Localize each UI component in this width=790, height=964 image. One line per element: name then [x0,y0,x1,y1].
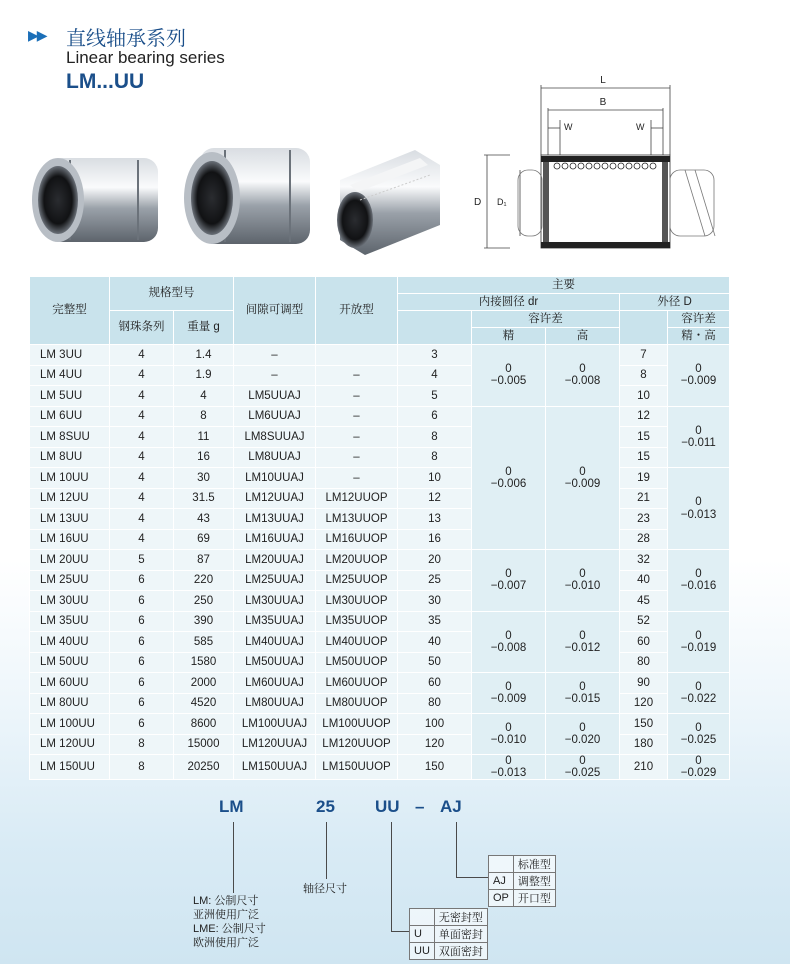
cell-dr-precision-tolerance: 0 −0.010 [472,714,546,755]
table-row [30,611,730,632]
cell-open-model: LM12UUOP [316,488,398,509]
cell-adjustable-model: LM10UUAJ [234,468,316,489]
cell-outer-diameter: 8 [620,365,668,386]
table-row [30,365,730,386]
seal-label: 单面密封 [434,926,487,943]
cell-ball-rows: 6 [110,632,174,653]
cell-weight: 4 [174,386,234,407]
cell-full-model: LM 120UU [30,734,110,755]
cell-outer-diameter: 40 [620,570,668,591]
header-spec: 规格型号 [110,277,234,311]
lm-desc-line-3: LME: 公制尺寸 [193,923,266,935]
cell-full-model: LM 16UU [30,529,110,550]
table-row [30,468,730,489]
cell-adjustable-model: – [234,345,316,366]
cell-open-model: LM30UUOP [316,591,398,612]
header-precision: 精 [472,328,546,345]
cell-full-model: LM 50UU [30,652,110,673]
header-dr: 内接圆径 dr [398,294,620,311]
table-row [30,570,730,591]
table-row [30,488,730,509]
lm-desc-line-4: 欧洲使用广泛 [193,937,259,949]
table-row [30,509,730,530]
table-row [30,734,730,755]
cell-full-model: LM 12UU [30,488,110,509]
code-uu: UU [375,797,400,816]
cell-dr-precision-tolerance: 0 −0.008 [472,611,546,673]
cell-ball-rows: 6 [110,611,174,632]
cell-dr: 3 [398,345,472,366]
cell-outer-diameter: 80 [620,652,668,673]
cell-D-tolerance: 0 −0.011 [668,406,730,468]
cell-dr-high-tolerance: 0 −0.020 [546,714,620,755]
table-row [30,693,730,714]
cell-full-model: LM 3UU [30,345,110,366]
cell-D-tolerance: 0 −0.022 [668,673,730,714]
cell-weight: 15000 [174,734,234,755]
cell-outer-diameter: 60 [620,632,668,653]
header-weight: 重量 g [174,311,234,345]
cell-outer-diameter: 10 [620,386,668,407]
type-code: AJ [489,873,514,890]
header-open: 开放型 [316,277,398,345]
cell-dr-high-tolerance: 0 −0.010 [546,550,620,612]
cell-open-model: – [316,447,398,468]
cell-dr-precision-tolerance: 0 −0.006 [472,406,546,550]
cell-weight: 11 [174,427,234,448]
cell-outer-diameter: 15 [620,427,668,448]
cell-open-model: LM50UUOP [316,652,398,673]
cell-adjustable-model: LM6UUAJ [234,406,316,427]
bearing-photo-open [337,150,440,255]
seal-label: 无密封型 [434,909,487,926]
type-code: OP [489,890,514,907]
type-label: 开口型 [513,890,555,907]
cell-adjustable-model: LM25UUAJ [234,570,316,591]
cell-outer-diameter: 15 [620,447,668,468]
cell-outer-diameter: 28 [620,529,668,550]
cell-ball-rows: 4 [110,488,174,509]
connector-lm [233,822,234,893]
cell-D-tolerance: 0 −0.019 [668,611,730,673]
cell-dr: 5 [398,386,472,407]
cell-adjustable-model: LM50UUAJ [234,652,316,673]
cell-weight: 87 [174,550,234,571]
cell-outer-diameter: 45 [620,591,668,612]
cell-full-model: LM 150UU [30,755,110,780]
cell-adjustable-model: LM12UUAJ [234,488,316,509]
header-precision-high: 精・高 [668,328,730,345]
cell-dr: 13 [398,509,472,530]
cell-outer-diameter: 210 [620,755,668,780]
cell-ball-rows: 8 [110,755,174,780]
cell-outer-diameter: 180 [620,734,668,755]
seal-label: 双面密封 [434,943,487,960]
cell-dr-high-tolerance: 0 −0.012 [546,611,620,673]
cell-weight: 1.4 [174,345,234,366]
cell-adjustable-model: LM8SUUAJ [234,427,316,448]
seal-code-table [409,908,488,960]
table-row [30,345,730,366]
cell-full-model: LM 20UU [30,550,110,571]
cell-outer-diameter: 32 [620,550,668,571]
cell-weight: 8600 [174,714,234,735]
table-row [30,529,730,550]
cell-dr: 100 [398,714,472,735]
cell-dr-precision-tolerance: 0 −0.007 [472,550,546,612]
cell-open-model: LM40UUOP [316,632,398,653]
cell-ball-rows: 6 [110,652,174,673]
cell-full-model: LM 5UU [30,386,110,407]
header-balls: 钢珠条列 [110,311,174,345]
cell-outer-diameter: 19 [620,468,668,489]
cell-open-model: LM35UUOP [316,611,398,632]
cell-full-model: LM 35UU [30,611,110,632]
label-D: D [474,197,482,208]
cell-weight: 1.9 [174,365,234,386]
cell-weight: 69 [174,529,234,550]
cell-full-model: LM 80UU [30,693,110,714]
cell-outer-diameter: 150 [620,714,668,735]
cell-dr: 4 [398,365,472,386]
cell-weight: 43 [174,509,234,530]
cell-dr-high-tolerance: 0 −0.008 [546,345,620,407]
header-adjustable: 间隙可调型 [234,277,316,345]
code-size: 25 [316,797,335,816]
connector-aj [456,822,457,878]
spec-table-body [30,345,730,780]
code-dash: – [415,797,425,816]
cell-adjustable-model: LM16UUAJ [234,529,316,550]
cell-dr: 30 [398,591,472,612]
table-row [30,447,730,468]
cell-ball-rows: 6 [110,693,174,714]
cell-dr-high-tolerance: 0 −0.025 [546,755,620,780]
table-row [30,591,730,612]
title-chinese: 直线轴承系列 [66,26,186,50]
cell-adjustable-model: LM60UUAJ [234,673,316,694]
cell-dr: 20 [398,550,472,571]
cell-open-model: LM25UUOP [316,570,398,591]
header-D-blank [620,311,668,345]
cell-dr-precision-tolerance: 0 −0.013 [472,755,546,780]
label-D1: D₁ [497,197,507,207]
cell-dr: 6 [398,406,472,427]
size-description: 轴径尺寸 [303,883,347,895]
cell-ball-rows: 4 [110,468,174,489]
label-W-right: W [636,122,645,132]
cell-outer-diameter: 12 [620,406,668,427]
dimension-diagram [470,70,770,260]
lm-desc-line-2: 亚洲使用广泛 [193,909,259,921]
type-label: 调整型 [513,873,555,890]
cell-adjustable-model: LM100UUAJ [234,714,316,735]
table-row [30,755,730,780]
cell-weight: 220 [174,570,234,591]
cell-dr: 10 [398,468,472,489]
cell-ball-rows: 5 [110,550,174,571]
cell-full-model: LM 10UU [30,468,110,489]
cell-outer-diameter: 120 [620,693,668,714]
cell-ball-rows: 4 [110,386,174,407]
type-label: 标准型 [513,856,555,873]
cell-dr: 35 [398,611,472,632]
cell-weight: 30 [174,468,234,489]
lm-desc-line-1: LM: 公制尺寸 [193,895,259,907]
cell-full-model: LM 30UU [30,591,110,612]
cell-full-model: LM 13UU [30,509,110,530]
bearing-photo-closed [32,158,158,242]
seal-code [410,909,435,926]
cell-dr: 80 [398,693,472,714]
table-row [30,406,730,427]
seal-code: UU [410,943,435,960]
cell-ball-rows: 6 [110,591,174,612]
cell-open-model: LM100UUOP [316,714,398,735]
cell-adjustable-model: LM80UUAJ [234,693,316,714]
table-row [30,386,730,407]
cell-open-model: – [316,386,398,407]
cell-ball-rows: 4 [110,509,174,530]
cell-open-model [316,345,398,366]
cell-full-model: LM 100UU [30,714,110,735]
cell-dr-precision-tolerance: 0 −0.005 [472,345,546,407]
bearing-photo-adjustable [184,148,310,244]
cell-dr-precision-tolerance: 0 −0.009 [472,673,546,714]
table-row [30,632,730,653]
label-W-left: W [564,122,573,132]
table-row [30,427,730,448]
header-high: 高 [546,328,620,345]
header-D-tolerance: 容许差 [668,311,730,328]
cell-adjustable-model: LM30UUAJ [234,591,316,612]
cell-dr: 60 [398,673,472,694]
cell-dr: 12 [398,488,472,509]
cell-outer-diameter: 7 [620,345,668,366]
cell-open-model: LM120UUOP [316,734,398,755]
connector-uu [391,822,392,932]
cell-ball-rows: 4 [110,365,174,386]
cell-D-tolerance: 0 −0.013 [668,468,730,550]
cell-ball-rows: 4 [110,406,174,427]
cell-weight: 16 [174,447,234,468]
code-lm: LM [219,797,244,816]
cell-open-model: – [316,365,398,386]
cell-D-tolerance: 0 −0.009 [668,345,730,407]
cell-dr: 8 [398,427,472,448]
cell-open-model: – [316,468,398,489]
cell-weight: 4520 [174,693,234,714]
cell-dr-high-tolerance: 0 −0.009 [546,406,620,550]
spec-table [29,276,730,780]
cell-adjustable-model: – [234,365,316,386]
series-name: LM...UU [66,70,145,93]
cell-dr: 25 [398,570,472,591]
cell-ball-rows: 6 [110,714,174,735]
cell-ball-rows: 8 [110,734,174,755]
table-row [30,673,730,694]
cell-outer-diameter: 52 [620,611,668,632]
type-code [489,856,514,873]
title-english: Linear bearing series [66,48,225,67]
cell-open-model: LM60UUOP [316,673,398,694]
cell-ball-rows: 6 [110,570,174,591]
cell-outer-diameter: 23 [620,509,668,530]
cell-dr: 8 [398,447,472,468]
header-main: 主要 [398,277,730,294]
cell-full-model: LM 40UU [30,632,110,653]
header-dr-blank [398,311,472,345]
cell-open-model: LM13UUOP [316,509,398,530]
cell-weight: 585 [174,632,234,653]
cell-outer-diameter: 21 [620,488,668,509]
cell-ball-rows: 4 [110,345,174,366]
table-row [30,550,730,571]
cell-adjustable-model: LM35UUAJ [234,611,316,632]
header-D: 外径 D [620,294,730,311]
cell-open-model: LM150UUOP [316,755,398,780]
cell-D-tolerance: 0 −0.029 [668,755,730,780]
cell-full-model: LM 25UU [30,570,110,591]
cell-dr: 16 [398,529,472,550]
cell-ball-rows: 4 [110,529,174,550]
cell-adjustable-model: LM150UUAJ [234,755,316,780]
cell-open-model: LM80UUOP [316,693,398,714]
connector-size [326,822,327,879]
cell-full-model: LM 8SUU [30,427,110,448]
cell-dr: 150 [398,755,472,780]
cell-dr: 40 [398,632,472,653]
cell-open-model: – [316,427,398,448]
cell-full-model: LM 6UU [30,406,110,427]
cell-ball-rows: 6 [110,673,174,694]
cell-weight: 2000 [174,673,234,694]
cell-weight: 31.5 [174,488,234,509]
type-code-table [488,855,556,907]
product-photos [20,130,460,260]
connector-aj-h [456,877,488,878]
cell-adjustable-model: LM5UUAJ [234,386,316,407]
code-aj: AJ [440,797,462,816]
label-B: B [599,97,607,108]
cell-weight: 390 [174,611,234,632]
cell-adjustable-model: LM13UUAJ [234,509,316,530]
seal-code: U [410,926,435,943]
table-row [30,652,730,673]
cell-full-model: LM 60UU [30,673,110,694]
cell-full-model: LM 4UU [30,365,110,386]
cell-weight: 1580 [174,652,234,673]
cell-adjustable-model: LM8UUAJ [234,447,316,468]
cell-weight: 20250 [174,755,234,780]
cell-D-tolerance: 0 −0.025 [668,714,730,755]
table-row [30,714,730,735]
cell-open-model: LM16UUOP [316,529,398,550]
label-L: L [600,75,606,86]
cell-adjustable-model: LM20UUAJ [234,550,316,571]
cell-dr: 120 [398,734,472,755]
cell-outer-diameter: 90 [620,673,668,694]
cell-weight: 8 [174,406,234,427]
cell-D-tolerance: 0 −0.016 [668,550,730,612]
cell-dr-high-tolerance: 0 −0.015 [546,673,620,714]
cell-open-model: LM20UUOP [316,550,398,571]
cell-ball-rows: 4 [110,427,174,448]
cell-dr: 50 [398,652,472,673]
double-arrow-icon: ▶▶ [28,27,46,43]
cell-ball-rows: 4 [110,447,174,468]
header-full-type: 完整型 [30,277,110,345]
cell-open-model: – [316,406,398,427]
lm-description [193,894,266,950]
cell-weight: 250 [174,591,234,612]
cell-full-model: LM 8UU [30,447,110,468]
cell-adjustable-model: LM120UUAJ [234,734,316,755]
cell-adjustable-model: LM40UUAJ [234,632,316,653]
header-dr-tolerance: 容许差 [472,311,620,328]
connector-uu-h [391,931,409,932]
